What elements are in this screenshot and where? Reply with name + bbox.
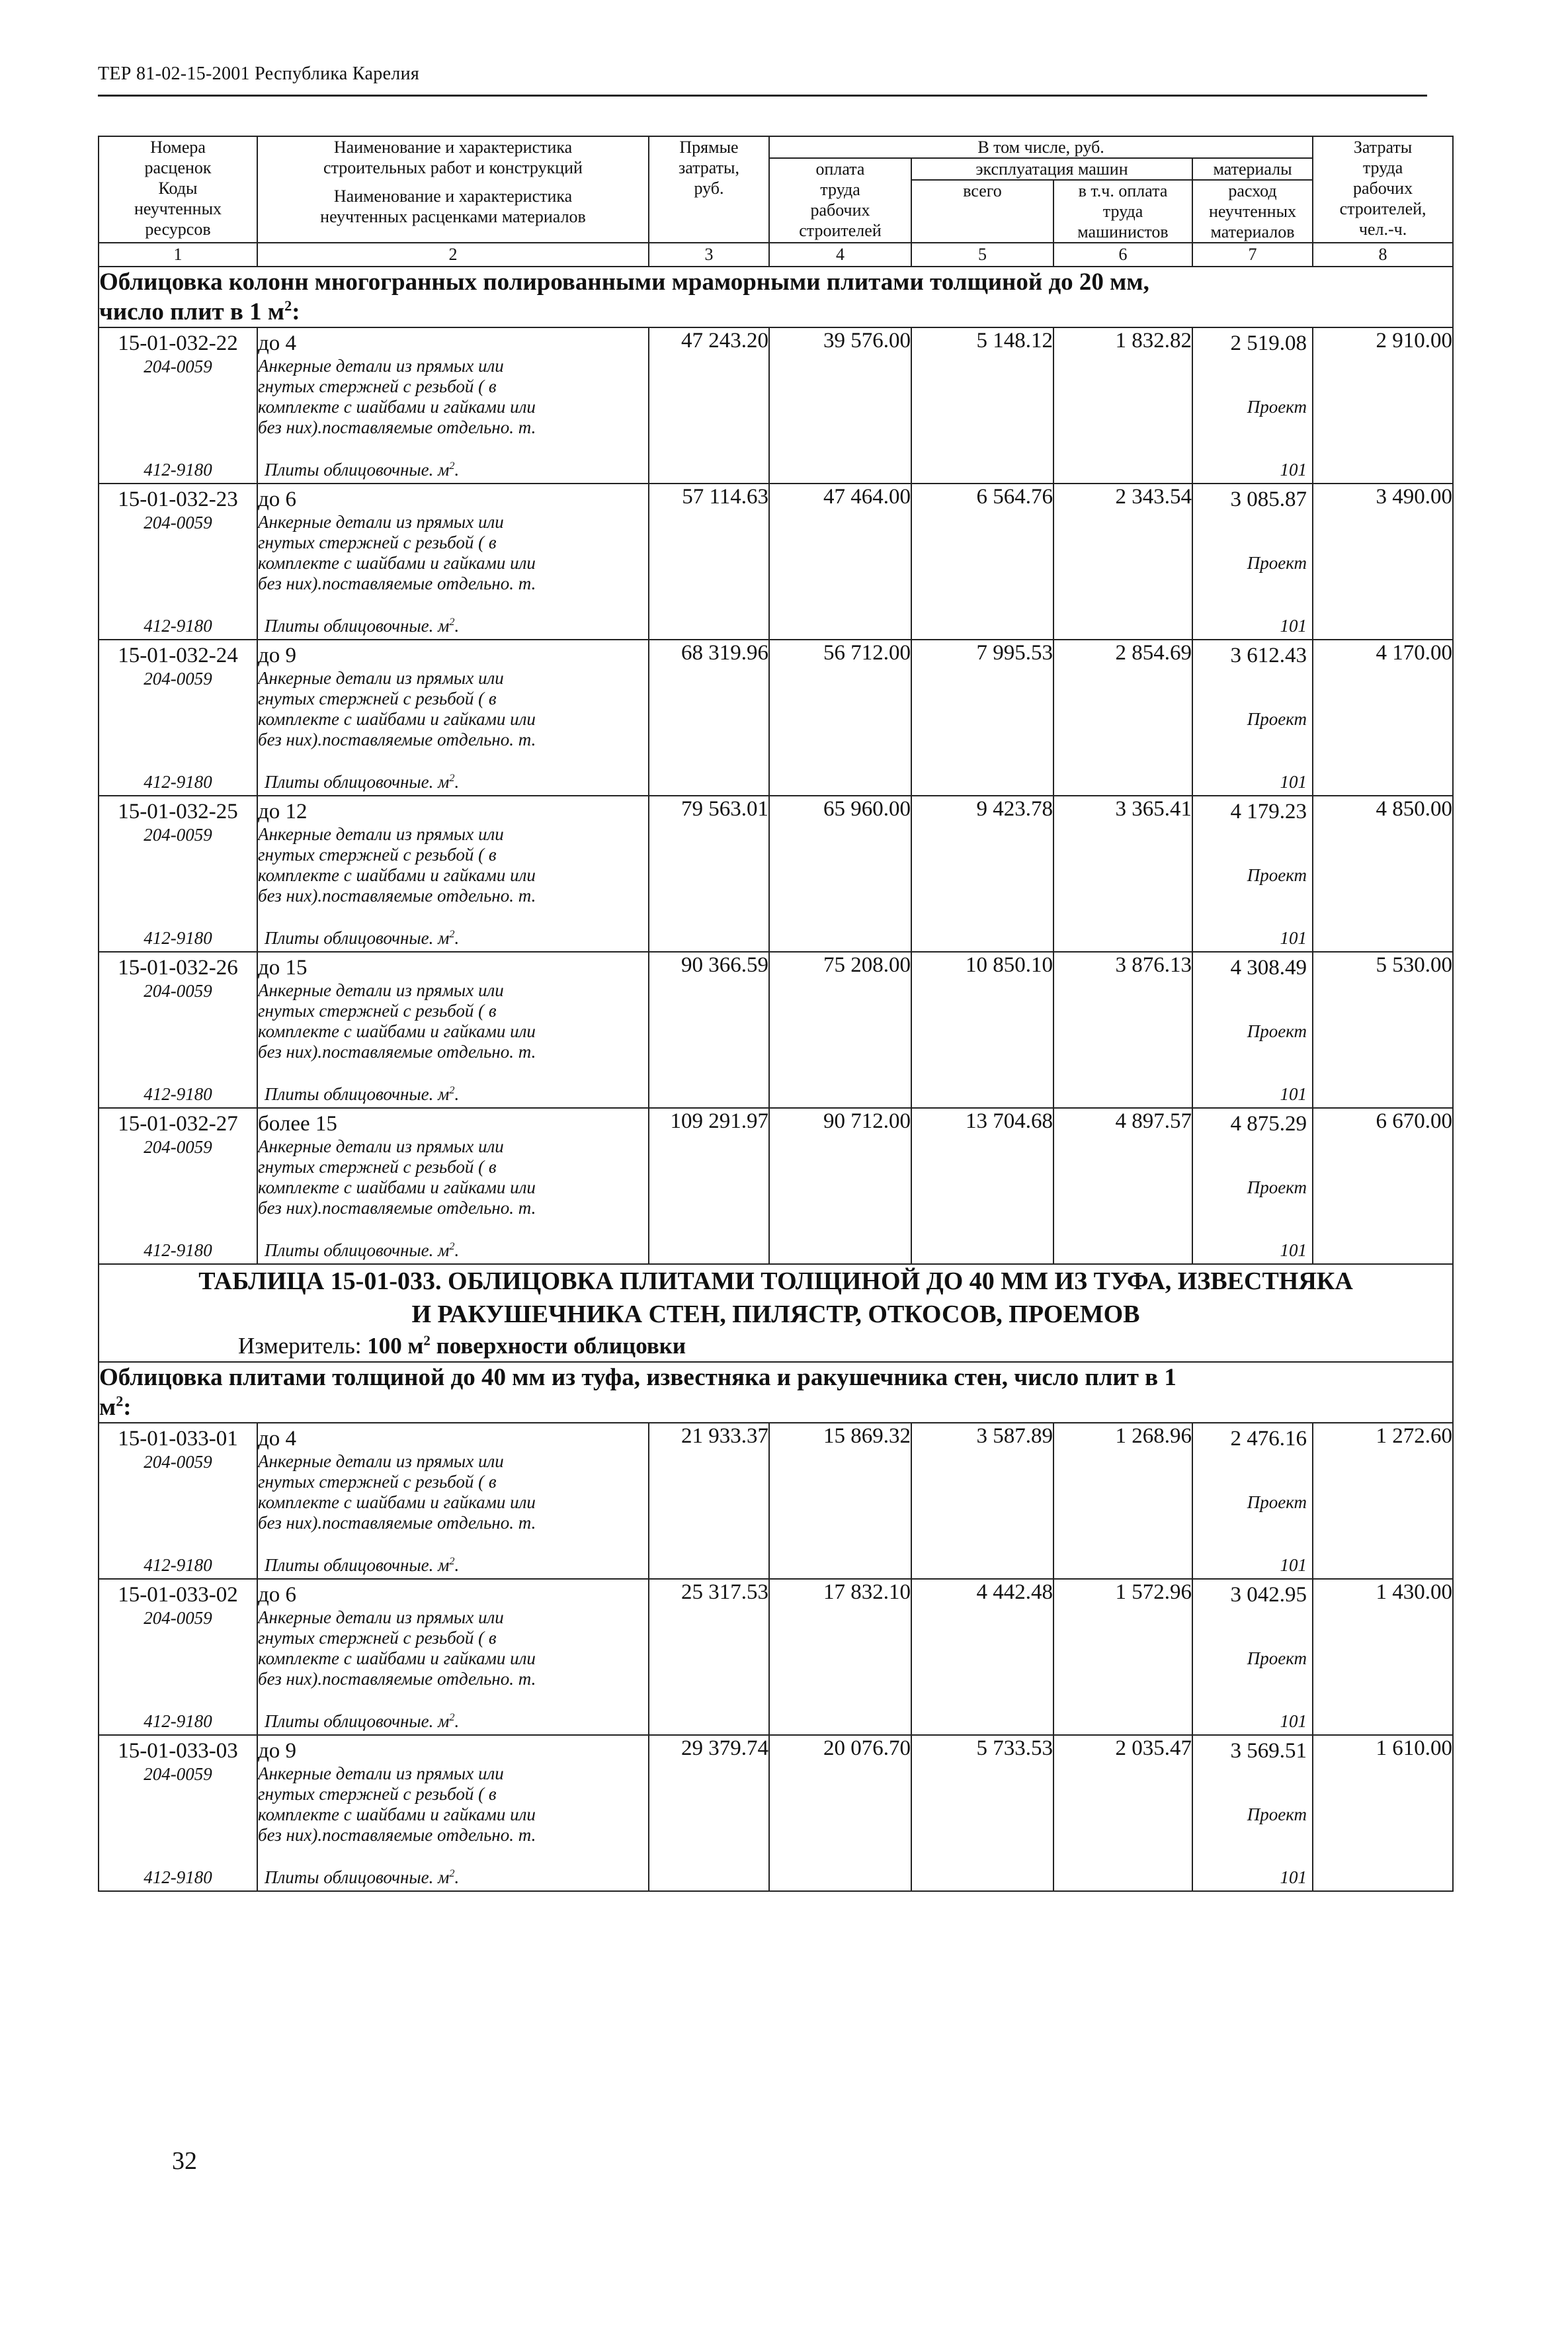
anchor-parts-text: гнутых стержней с резьбой ( в — [258, 1628, 497, 1648]
table-row — [99, 640, 1453, 796]
rate-code: 15-01-032-22 — [118, 331, 238, 355]
direct-costs: 79 563.01 — [649, 796, 769, 952]
plates-label: Плиты облицовочные. м — [265, 1711, 450, 1731]
work-description-cell — [257, 1735, 649, 1891]
plates-quantity: 101 — [1280, 772, 1307, 792]
operator-wages: 2 343.54 — [1053, 484, 1192, 640]
table-row — [99, 327, 1453, 484]
anchor-resource-code: 204-0059 — [144, 1608, 212, 1628]
materials-cell — [1192, 952, 1313, 1108]
table-row — [99, 796, 1453, 952]
plates-quantity: 101 — [1280, 1555, 1307, 1575]
anchor-resource-code: 204-0059 — [144, 513, 212, 532]
materials-cost: 2 519.08 — [1230, 331, 1307, 355]
anchor-parts-text: без них).поставляемые отдельно. т. — [258, 573, 536, 593]
section-heading: Облицовка колонн многогранных полированными мраморными плитами толщиной до 20 мм, число плит в 1 $м^2$: — [99, 267, 1453, 327]
plates-text — [265, 460, 459, 480]
materials-cell — [1192, 327, 1313, 484]
plates-quantity: 101 — [1280, 616, 1307, 636]
anchor-quantity: Проект — [1247, 1021, 1307, 1041]
plate-resource-code: 412-9180 — [144, 616, 212, 636]
anchor-parts-text: гнутых стержней с резьбой ( в — [258, 1472, 497, 1492]
anchor-quantity: Проект — [1247, 1648, 1307, 1668]
rate-code: 15-01-033-03 — [118, 1739, 238, 1763]
materials-cell — [1192, 1579, 1313, 1735]
rate-code: 15-01-032-24 — [118, 644, 238, 667]
resource-codes-cell — [99, 952, 257, 1108]
labor-hours: 6 670.00 — [1313, 1108, 1453, 1264]
anchor-resource-code: 204-0059 — [144, 1764, 212, 1784]
work-description-cell — [257, 640, 649, 796]
anchor-parts-text: гнутых стержней с резьбой ( в — [258, 376, 497, 396]
direct-costs: 21 933.37 — [649, 1423, 769, 1579]
header-names: Наименование и характеристика строительных работ и конструкций Наименование и характеристика неучтенных расценками материалов — [257, 136, 649, 243]
plate-resource-code: 412-9180 — [144, 460, 212, 480]
plates-text — [265, 1240, 459, 1261]
anchor-parts-text: гнутых стержней с резьбой ( в — [258, 689, 497, 708]
machine-costs: 7 995.53 — [911, 640, 1053, 796]
plates-label: Плиты облицовочные. м — [265, 928, 450, 948]
plates-quantity: 101 — [1280, 1867, 1307, 1887]
anchor-parts-text: гнутых стержней с резьбой ( в — [258, 532, 497, 552]
plate-resource-code: 412-9180 — [144, 772, 212, 792]
plates-quantity: 101 — [1280, 1711, 1307, 1731]
direct-costs: 90 366.59 — [649, 952, 769, 1108]
table-row — [99, 1735, 1453, 1891]
plates-text — [265, 616, 459, 636]
anchor-quantity: Проект — [1247, 709, 1307, 729]
header-materials-usage: расход неучтенных материалов — [1192, 180, 1313, 243]
resource-codes-cell — [99, 484, 257, 640]
plates-unit-sup: 2 — [449, 928, 455, 940]
anchor-parts-text: без них).поставляемые отдельно. т. — [258, 886, 536, 906]
machine-costs: 4 442.48 — [911, 1579, 1053, 1735]
operator-wages: 3 365.41 — [1053, 796, 1192, 952]
labor-wages: 20 076.70 — [769, 1735, 911, 1891]
labor-wages: 39 576.00 — [769, 327, 911, 484]
resource-codes-cell — [99, 640, 257, 796]
plates-label: Плиты облицовочные. м — [265, 1867, 450, 1887]
rate-code: 15-01-032-25 — [118, 800, 238, 824]
direct-costs: 57 114.63 — [649, 484, 769, 640]
plate-resource-code: 412-9180 — [144, 1240, 212, 1260]
labor-hours: 4 170.00 — [1313, 640, 1453, 796]
plates-tail: . — [454, 1555, 460, 1575]
anchor-parts-text: без них).поставляемые отдельно. т. — [258, 1825, 536, 1845]
anchor-parts-text: комплекте с шайбами и гайками или — [258, 397, 536, 417]
plates-text — [265, 1711, 459, 1732]
work-description-cell — [257, 327, 649, 484]
anchor-parts-text: Анкерные детали из прямых или — [258, 512, 504, 532]
anchor-parts-text: комплекте с шайбами и гайками или — [258, 865, 536, 885]
anchor-parts-text: без них).поставляемые отдельно. т. — [258, 417, 536, 437]
materials-cell — [1192, 1108, 1313, 1264]
machine-costs: 5 733.53 — [911, 1735, 1053, 1891]
anchor-parts-text: Анкерные детали из прямых или — [258, 1763, 504, 1783]
labor-hours: 1 272.60 — [1313, 1423, 1453, 1579]
page-header: ТЕР 81-02-15-2001 Республика Карелия — [98, 64, 420, 84]
materials-cell — [1192, 1423, 1313, 1579]
work-name: более 15 — [258, 1112, 337, 1136]
anchor-parts-text: Анкерные детали из прямых или — [258, 668, 504, 688]
work-description-cell — [257, 796, 649, 952]
plates-unit-sup: 2 — [449, 460, 455, 472]
labor-hours: 3 490.00 — [1313, 484, 1453, 640]
plates-unit-sup: 2 — [449, 1711, 455, 1723]
labor-hours: 2 910.00 — [1313, 327, 1453, 484]
anchor-parts-text: Анкерные детали из прямых или — [258, 980, 504, 1000]
plates-text — [265, 1555, 459, 1576]
rate-code: 15-01-032-26 — [118, 956, 238, 980]
table-row — [99, 952, 1453, 1108]
plate-resource-code: 412-9180 — [144, 1711, 212, 1731]
anchor-parts-text: комплекте с шайбами и гайками или — [258, 1804, 536, 1824]
header-operators: в т.ч. оплата труда машинистов — [1053, 180, 1192, 243]
plate-resource-code: 412-9180 — [144, 1867, 212, 1887]
plates-unit-sup: 2 — [449, 1867, 455, 1879]
anchor-parts-text: комплекте с шайбами и гайками или — [258, 1492, 536, 1512]
anchor-quantity: Проект — [1247, 397, 1307, 417]
anchor-quantity: Проект — [1247, 1177, 1307, 1197]
labor-hours: 1 610.00 — [1313, 1735, 1453, 1891]
plates-unit-sup: 2 — [449, 1240, 455, 1252]
plates-unit-sup: 2 — [449, 1555, 455, 1567]
direct-costs: 47 243.20 — [649, 327, 769, 484]
plates-unit-sup: 2 — [449, 772, 455, 784]
materials-cost: 4 308.49 — [1230, 956, 1307, 980]
plates-quantity: 101 — [1280, 460, 1307, 480]
anchor-parts-text: без них).поставляемые отдельно. т. — [258, 1669, 536, 1689]
plates-tail: . — [454, 1867, 460, 1887]
operator-wages: 2 035.47 — [1053, 1735, 1192, 1891]
anchor-resource-code: 204-0059 — [144, 825, 212, 845]
work-description-cell — [257, 952, 649, 1108]
header-codes: Номера расценок Коды неучтенных ресурсов — [99, 136, 257, 243]
materials-cost: 3 612.43 — [1230, 644, 1307, 667]
work-description-cell — [257, 1579, 649, 1735]
resource-codes-cell — [99, 796, 257, 952]
machine-costs: 6 564.76 — [911, 484, 1053, 640]
column-number: 8 — [1313, 243, 1453, 267]
work-name: до 6 — [258, 487, 297, 511]
rate-code: 15-01-032-27 — [118, 1112, 238, 1136]
plates-label: Плиты облицовочные. м — [265, 1240, 450, 1260]
labor-hours: 5 530.00 — [1313, 952, 1453, 1108]
plates-label: Плиты облицовочные. м — [265, 616, 450, 636]
plates-tail: . — [454, 928, 460, 948]
header-machines-total: всего — [911, 180, 1053, 243]
materials-cost: 4 179.23 — [1230, 800, 1307, 824]
operator-wages: 1 572.96 — [1053, 1579, 1192, 1735]
plates-text — [265, 928, 459, 949]
plates-text — [265, 1084, 459, 1105]
anchor-resource-code: 204-0059 — [144, 981, 212, 1001]
anchor-resource-code: 204-0059 — [144, 669, 212, 689]
labor-wages: 17 832.10 — [769, 1579, 911, 1735]
plates-tail: . — [454, 616, 460, 636]
table-title: ТАБЛИЦА 15-01-033. ОБЛИЦОВКА ПЛИТАМИ ТОЛЩИНОЙ ДО 40 ММ ИЗ ТУФА, ИЗВЕСТНЯКА И РАКУШЕЧНИКА СТЕН, ПИЛЯСТР, ОТКОСОВ, ПРОЕМОВ Измеритель: 100 $м^2$ поверхности облицовки — [99, 1264, 1453, 1362]
resource-codes-cell — [99, 1735, 257, 1891]
materials-cell — [1192, 796, 1313, 952]
labor-hours: 1 430.00 — [1313, 1579, 1453, 1735]
anchor-parts-text: без них).поставляемые отдельно. т. — [258, 730, 536, 749]
column-number: 6 — [1053, 243, 1192, 267]
section-heading: Облицовка плитами толщиной до 40 мм из туфа, известняка и ракушечника стен, число плит в 1 $м^2$: — [99, 1362, 1453, 1423]
page-number: 32 — [172, 2147, 197, 2175]
anchor-parts-text: без них).поставляемые отдельно. т. — [258, 1513, 536, 1533]
labor-wages: 65 960.00 — [769, 796, 911, 952]
plates-quantity: 101 — [1280, 928, 1307, 948]
anchor-parts-text: комплекте с шайбами и гайками или — [258, 1177, 536, 1197]
plate-resource-code: 412-9180 — [144, 1084, 212, 1104]
direct-costs: 68 319.96 — [649, 640, 769, 796]
plate-resource-code: 412-9180 — [144, 1555, 212, 1575]
work-name: до 4 — [258, 1427, 297, 1451]
plates-tail: . — [454, 1240, 460, 1260]
resource-codes-cell — [99, 1423, 257, 1579]
anchor-resource-code: 204-0059 — [144, 1137, 212, 1157]
machine-costs: 9 423.78 — [911, 796, 1053, 952]
materials-cell — [1192, 640, 1313, 796]
operator-wages: 4 897.57 — [1053, 1108, 1192, 1264]
plates-label: Плиты облицовочные. м — [265, 1555, 450, 1575]
direct-costs: 109 291.97 — [649, 1108, 769, 1264]
anchor-parts-text: Анкерные детали из прямых или — [258, 824, 504, 844]
labor-wages: 47 464.00 — [769, 484, 911, 640]
plates-label: Плиты облицовочные. м — [265, 772, 450, 792]
rate-code: 15-01-033-01 — [118, 1427, 238, 1451]
materials-cost: 3 569.51 — [1230, 1739, 1307, 1763]
resource-codes-cell — [99, 1108, 257, 1264]
column-number: 4 — [769, 243, 911, 267]
labor-wages: 56 712.00 — [769, 640, 911, 796]
materials-cost: 2 476.16 — [1230, 1427, 1307, 1451]
plates-quantity: 101 — [1280, 1240, 1307, 1260]
work-name: до 4 — [258, 331, 297, 355]
rate-code: 15-01-032-23 — [118, 487, 238, 511]
anchor-quantity: Проект — [1247, 553, 1307, 573]
rates-table — [98, 136, 1454, 1892]
labor-wages: 75 208.00 — [769, 952, 911, 1108]
table-row — [99, 1423, 1453, 1579]
plates-label: Плиты облицовочные. м — [265, 1084, 450, 1104]
direct-costs: 29 379.74 — [649, 1735, 769, 1891]
anchor-resource-code: 204-0059 — [144, 1452, 212, 1472]
anchor-parts-text: Анкерные детали из прямых или — [258, 1136, 504, 1156]
work-description-cell — [257, 484, 649, 640]
table-row — [99, 1579, 1453, 1735]
operator-wages: 1 268.96 — [1053, 1423, 1192, 1579]
header-direct-costs: Прямые затраты, руб. — [649, 136, 769, 243]
anchor-parts-text: без них).поставляемые отдельно. т. — [258, 1042, 536, 1062]
materials-cell — [1192, 1735, 1313, 1891]
column-number: 2 — [257, 243, 649, 267]
labor-hours: 4 850.00 — [1313, 796, 1453, 952]
anchor-parts-text: гнутых стержней с резьбой ( в — [258, 1784, 497, 1804]
anchor-quantity: Проект — [1247, 865, 1307, 885]
operator-wages: 2 854.69 — [1053, 640, 1192, 796]
header-rule — [98, 95, 1427, 97]
anchor-quantity: Проект — [1247, 1804, 1307, 1824]
plates-tail: . — [454, 772, 460, 792]
plates-text — [265, 1867, 459, 1888]
direct-costs: 25 317.53 — [649, 1579, 769, 1735]
plates-text — [265, 772, 459, 792]
header-labor-hours: Затраты труда рабочих строителей, чел.-ч. — [1313, 136, 1453, 243]
header-machines: эксплуатация машин — [911, 158, 1192, 180]
work-name: до 15 — [258, 956, 308, 980]
plates-unit-sup: 2 — [449, 616, 455, 628]
anchor-parts-text: гнутых стержней с резьбой ( в — [258, 1157, 497, 1177]
measurement-unit: Измеритель: 100 $м^2$ поверхности облицовки — [238, 1332, 686, 1359]
anchor-resource-code: 204-0059 — [144, 357, 212, 376]
anchor-parts-text: гнутых стержней с резьбой ( в — [258, 845, 497, 865]
machine-costs: 5 148.12 — [911, 327, 1053, 484]
header-labor: оплата труда рабочих строителей — [769, 158, 911, 243]
table-row — [99, 1108, 1453, 1264]
machine-costs: 10 850.10 — [911, 952, 1053, 1108]
work-description-cell — [257, 1108, 649, 1264]
column-number: 5 — [911, 243, 1053, 267]
anchor-parts-text: комплекте с шайбами и гайками или — [258, 553, 536, 573]
labor-wages: 15 869.32 — [769, 1423, 911, 1579]
table-row — [99, 484, 1453, 640]
column-number: 7 — [1192, 243, 1313, 267]
labor-wages: 90 712.00 — [769, 1108, 911, 1264]
anchor-parts-text: комплекте с шайбами и гайками или — [258, 1021, 536, 1041]
machine-costs: 3 587.89 — [911, 1423, 1053, 1579]
resource-codes-cell — [99, 327, 257, 484]
work-name: до 6 — [258, 1583, 297, 1607]
work-name: до 9 — [258, 644, 297, 667]
work-description-cell — [257, 1423, 649, 1579]
resource-codes-cell — [99, 1579, 257, 1735]
anchor-parts-text: Анкерные детали из прямых или — [258, 356, 504, 376]
work-name: до 12 — [258, 800, 308, 824]
plates-tail: . — [454, 1084, 460, 1104]
plates-unit-sup: 2 — [449, 1084, 455, 1096]
column-number: 1 — [99, 243, 257, 267]
plates-quantity: 101 — [1280, 1084, 1307, 1104]
column-number: 3 — [649, 243, 769, 267]
header-group: В том числе, руб. — [769, 136, 1313, 158]
materials-cost: 3 042.95 — [1230, 1583, 1307, 1607]
plates-tail: . — [454, 460, 460, 480]
anchor-parts-text: без них).поставляемые отдельно. т. — [258, 1198, 536, 1218]
rate-code: 15-01-033-02 — [118, 1583, 238, 1607]
anchor-parts-text: Анкерные детали из прямых или — [258, 1451, 504, 1471]
plates-tail: . — [454, 1711, 460, 1731]
operator-wages: 1 832.82 — [1053, 327, 1192, 484]
plates-label: Плиты облицовочные. м — [265, 460, 450, 480]
materials-cost: 4 875.29 — [1230, 1112, 1307, 1136]
materials-cost: 3 085.87 — [1230, 487, 1307, 511]
anchor-quantity: Проект — [1247, 1492, 1307, 1512]
materials-cell — [1192, 484, 1313, 640]
anchor-parts-text: гнутых стержней с резьбой ( в — [258, 1001, 497, 1021]
work-name: до 9 — [258, 1739, 297, 1763]
anchor-parts-text: Анкерные детали из прямых или — [258, 1607, 504, 1627]
anchor-parts-text: комплекте с шайбами и гайками или — [258, 1648, 536, 1668]
header-materials: материалы — [1192, 158, 1313, 180]
machine-costs: 13 704.68 — [911, 1108, 1053, 1264]
anchor-parts-text: комплекте с шайбами и гайками или — [258, 709, 536, 729]
plate-resource-code: 412-9180 — [144, 928, 212, 948]
operator-wages: 3 876.13 — [1053, 952, 1192, 1108]
